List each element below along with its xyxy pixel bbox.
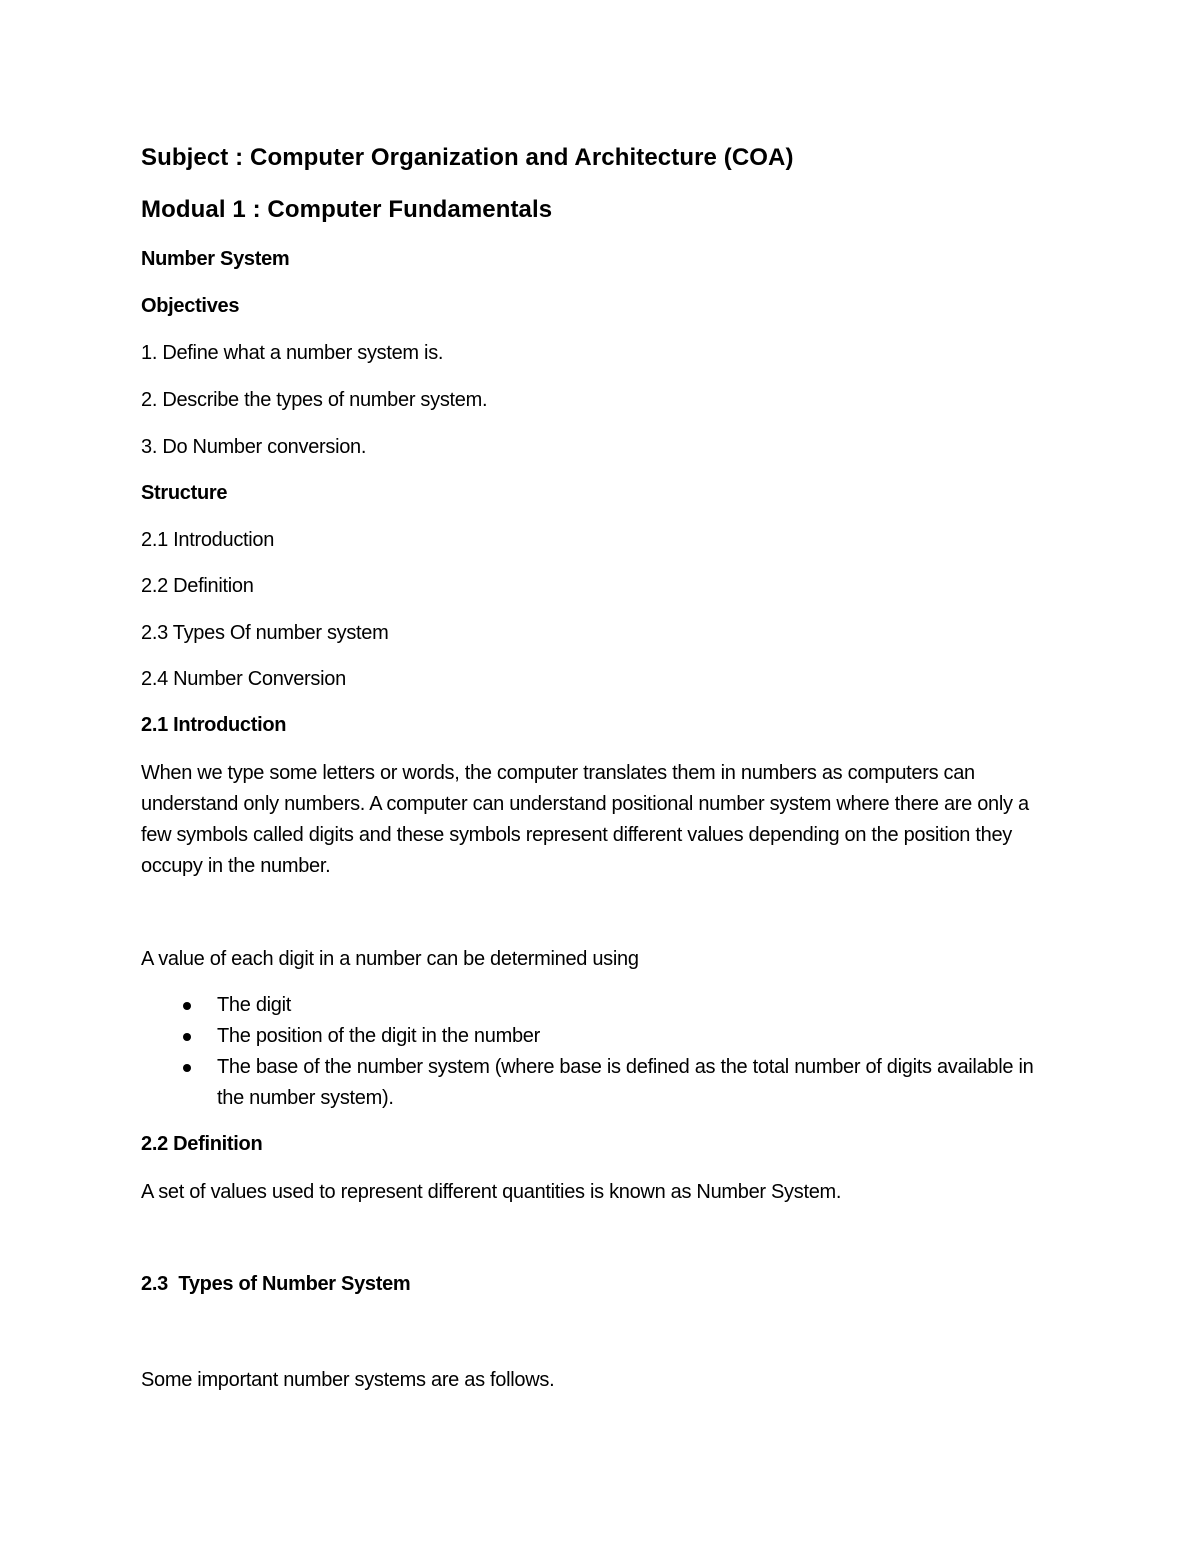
types-heading: 2.3 Types of Number System [141, 1273, 411, 1295]
value-line: A value of each digit in a number can be determined using [141, 948, 639, 970]
definition-heading: 2.2 Definition [141, 1133, 263, 1155]
list-item-text: The base of the number system (where base is defined as the total number of digits available in the number system). [217, 1056, 1034, 1109]
structure-item: 2.1 Introduction [141, 529, 275, 551]
definition-text: A set of values used to represent different quantities is known as Number System. [141, 1181, 842, 1203]
objective-item: 2. Describe the types of number system. [141, 389, 488, 411]
objective-item: 3. Do Number conversion. [141, 436, 367, 458]
structure-item: 2.3 Types Of number system [141, 622, 389, 644]
structure-heading: Structure [141, 482, 228, 504]
subject-title: Subject : Computer Organization and Architecture (COA) [141, 144, 794, 171]
topic-heading: Number System [141, 248, 290, 270]
structure-item: 2.4 Number Conversion [141, 668, 346, 690]
list-item [141, 1052, 1051, 1114]
introduction-paragraph: When we type some letters or words, the computer translates them in numbers as computers can understand only numbers. A computer can understand positional number system where there are only a few symbols called digits and these symbols represent different values depending on the position they occupy in the number. [141, 762, 1029, 877]
list-item-text: The digit [217, 994, 292, 1016]
bullet-icon [183, 1033, 191, 1041]
types-text: Some important number systems are as follows. [141, 1369, 555, 1391]
structure-item: 2.2 Definition [141, 575, 254, 597]
module-title: Modual 1 : Computer Fundamentals [141, 196, 553, 223]
list-item [141, 990, 1051, 1021]
objective-item: 1. Define what a number system is. [141, 342, 444, 364]
objectives-heading: Objectives [141, 295, 240, 317]
bullet-icon [183, 1064, 191, 1072]
bullet-list [141, 990, 1051, 1114]
list-item [141, 1021, 1051, 1052]
list-item-text: The position of the digit in the number [217, 1025, 540, 1047]
bullet-icon [183, 1002, 191, 1010]
introduction-heading: 2.1 Introduction [141, 714, 287, 736]
